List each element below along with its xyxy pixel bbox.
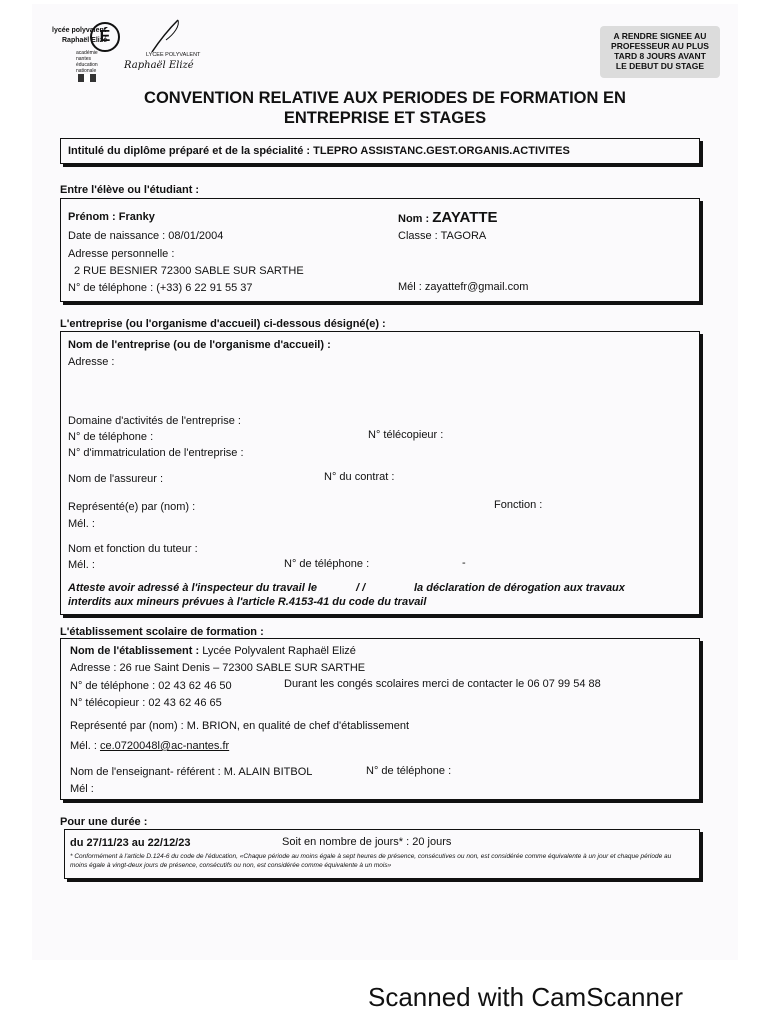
submission-stamp — [600, 26, 720, 78]
attest-part2: la déclaration de dérogation aux travaux — [414, 582, 625, 594]
student-section-title: Entre l'élève ou l'étudiant : — [60, 184, 200, 196]
logo-small-0: académie — [76, 50, 98, 56]
school-mel-label: Mél. : — [70, 740, 97, 752]
dob-label: Date de naissance : — [68, 230, 166, 242]
company-registration-label: N° d'immatriculation de l'entreprise : — [68, 447, 244, 459]
tutor-phone-dash: - — [462, 557, 466, 569]
days-label: Soit en nombre de jours* : — [282, 836, 410, 848]
days-value: 20 jours — [412, 836, 452, 848]
logo-small-3: nationale — [76, 68, 97, 74]
company-section-title: L'entreprise (ou l'organisme d'accueil) ci-dessous désigné(e) : — [60, 318, 386, 330]
phone-value: (+33) 6 22 91 55 37 — [156, 282, 253, 294]
student-class-row — [398, 230, 486, 242]
stamp-line: TARD 8 JOURS AVANT — [614, 51, 706, 61]
diploma-value: TLEPRO ASSISTANC.GEST.ORGANIS.ACTIVITES — [313, 145, 570, 157]
student-phone-row — [68, 282, 253, 294]
phone-label: N° de téléphone : — [68, 282, 154, 294]
company-address-label: Adresse : — [68, 356, 115, 368]
diploma-label-text: Intitulé du diplôme préparé et de la spécialité : — [68, 145, 311, 157]
class-label: Classe : — [398, 230, 438, 242]
school-fax-row — [70, 697, 222, 709]
firstname-value: Franky — [118, 211, 155, 223]
lastname-label: Nom : — [398, 213, 430, 225]
company-fax-label: N° télécopieur : — [368, 429, 444, 441]
dob-value: 08/01/2004 — [168, 230, 224, 242]
school-rep-value: M. BRION, en qualité de chef d'établissement — [186, 720, 409, 732]
tutor-phone-label: N° de téléphone : — [284, 558, 370, 570]
class-value: TAGORA — [440, 230, 487, 242]
document-title-line1: CONVENTION RELATIVE AUX PERIODES DE FORMATION EN — [144, 89, 626, 107]
school-section-title: L'établissement scolaire de formation : — [60, 626, 264, 638]
logo-small-2: éducation — [76, 62, 98, 68]
student-address-label: Adresse personnelle : — [68, 248, 175, 260]
school-address-label: Adresse : — [70, 662, 117, 674]
teacher-label: Nom de l'enseignant- référent : — [70, 766, 221, 778]
company-name-label: Nom de l'entreprise (ou de l'organisme d'accueil) : — [68, 339, 331, 351]
school-address-value: 26 rue Saint Denis – 72300 SABLE SUR SARTHE — [119, 662, 366, 674]
school-address-row — [70, 662, 365, 674]
school-fax-value: 02 43 62 46 65 — [148, 697, 222, 709]
stamp-line: LE DEBUT DU STAGE — [615, 61, 705, 71]
attest-part1: Atteste avoir adressé à l'inspecteur du travail le — [68, 582, 317, 594]
duration-section-title: Pour une durée : — [60, 816, 148, 828]
teacher-mel-label: Mél : — [70, 783, 94, 795]
student-dob-row — [68, 230, 223, 242]
company-mel-label: Mél. : — [68, 518, 95, 530]
school-logo-top: LYCEE POLYVALENT — [146, 52, 201, 58]
teacher-value: M. ALAIN BITBOL — [223, 766, 313, 778]
logo-small-1: nantes — [76, 56, 92, 62]
school-logo-signature: Raphaël Elizé — [124, 60, 194, 71]
stamp-line: PROFESSEUR AU PLUS — [611, 41, 709, 51]
company-phone-label: N° de téléphone : — [68, 431, 154, 443]
marianne-flag-icon — [78, 74, 96, 82]
school-name-label: Nom de l'établissement : — [70, 645, 200, 657]
document-title-line2: ENTREPRISE ET STAGES — [283, 109, 487, 127]
duration-footnote: * Conformément à l'article D.124-6 du code de l'éducation, «Chaque période au moins égale à sept heures de présence, consécutives ou non, est considérée comme équivalente à un jour et chaque période au moins égale à vingt-deux jours de présence, consécutifs ou non, est considérée comme équivalente à un mois» — [70, 853, 672, 869]
firstname-label: Prénom : — [68, 211, 116, 223]
school-rep-label: Représenté par (nom) : — [70, 720, 184, 732]
mel-label: Mél : — [398, 281, 422, 293]
school-fax-label: N° télécopieur : — [70, 697, 146, 709]
company-contract-label: N° du contrat : — [324, 471, 395, 483]
school-rep-row — [70, 720, 409, 732]
school-mel-link[interactable]: ce.0720048l@ac-nantes.fr — [99, 740, 230, 752]
teacher-row — [70, 766, 312, 778]
company-insurer-label: Nom de l'assureur : — [68, 473, 164, 485]
school-name-row — [70, 645, 356, 657]
company-domain-label: Domaine d'activités de l'entreprise : — [68, 415, 241, 427]
student-address-value: 2 RUE BESNIER 72300 SABLE SUR SARTHE — [74, 265, 304, 277]
diploma-label — [68, 145, 570, 157]
attest-line2: interdits aux mineurs prévues à l'article R.4153-41 du code du travail — [68, 596, 427, 608]
duration-dates: du 27/11/23 au 22/12/23 — [70, 837, 191, 849]
logo-text-1: lycée polyvalent — [52, 27, 107, 34]
company-rep-label: Représenté(e) par (nom) : — [68, 501, 196, 513]
logo-text-2: Raphaël Elizé — [62, 37, 108, 44]
student-lastname-row — [398, 209, 498, 226]
school-phone-label: N° de téléphone : — [70, 680, 156, 692]
attest-date-slashes: / / — [356, 582, 366, 594]
mel-value: zayattefr@gmail.com — [424, 281, 529, 293]
school-phone-row — [70, 680, 232, 692]
school-holidays-note: Durant les congés scolaires merci de contacter le 06 07 99 54 88 — [284, 678, 601, 690]
stamp-line: A RENDRE SIGNEE AU — [613, 31, 707, 41]
tutor-label: Nom et fonction du tuteur : — [68, 543, 198, 555]
lastname-value: ZAYATTE — [432, 209, 498, 226]
student-mel-row — [398, 281, 528, 293]
student-firstname-row — [68, 211, 155, 223]
camscanner-watermark: Scanned with CamScanner — [368, 982, 684, 1012]
education-logo-icon: É — [90, 22, 120, 52]
teacher-phone-label: N° de téléphone : — [366, 765, 452, 777]
school-phone-value: 02 43 62 46 50 — [158, 680, 232, 692]
tutor-mel-label: Mél. : — [68, 559, 95, 571]
company-function-label: Fonction : — [494, 499, 543, 511]
duration-days-row — [282, 836, 451, 848]
school-mel-row — [70, 740, 229, 752]
school-name-value: Lycée Polyvalent Raphaël Elizé — [202, 645, 356, 657]
